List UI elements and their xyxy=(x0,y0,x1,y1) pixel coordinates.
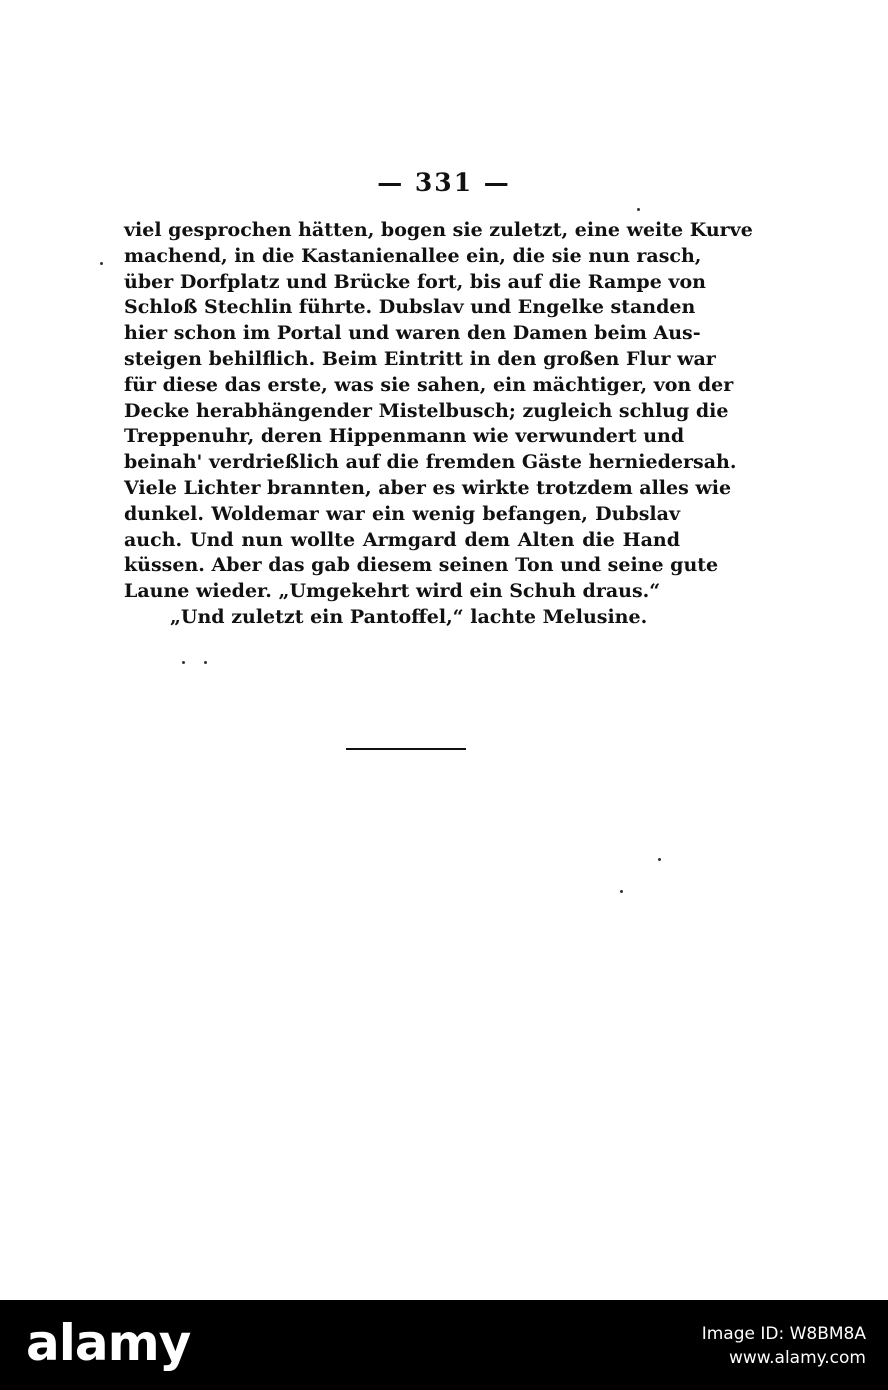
paper-speck xyxy=(658,858,661,861)
text-line: für diese das erste, was sie sahen, ein mächtiger, von der xyxy=(124,373,734,396)
text-line: beinah' verdrießlich auf die fremden Gäste herniedersah. xyxy=(124,451,737,474)
text-line: viel gesprochen hätten, bogen sie zuletzt, eine weite Kurve xyxy=(124,219,753,241)
text-line: auch. Und nun wollte Armgard dem Alten die Hand xyxy=(124,528,680,551)
text-line: Laune wieder. „Umgekehrt wird ein Schuh draus.“ xyxy=(124,580,661,603)
paper-speck xyxy=(620,890,623,893)
text-line: hier schon im Portal und waren den Damen beim Aus- xyxy=(124,322,701,345)
brand-logo: alamy xyxy=(26,1314,191,1372)
text-line: über Dorfplatz und Brücke fort, bis auf die Rampe von xyxy=(124,270,706,293)
site-url: www.alamy.com xyxy=(728,1348,866,1368)
text-line-indented: „Und zuletzt ein Pantoffel,“ lachte Melusine. xyxy=(170,605,648,628)
end-rule xyxy=(346,748,466,750)
text-line: Decke herabhängender Mistelbusch; zugleich schlug die xyxy=(124,399,729,422)
text-line: küssen. Aber das gab diesem seinen Ton und seine gute xyxy=(124,554,719,577)
paper-speck xyxy=(182,661,185,664)
text-line: dunkel. Woldemar war ein wenig befangen, Dubslav xyxy=(124,502,680,525)
footer-info xyxy=(702,1322,866,1370)
paper-speck xyxy=(100,262,103,265)
text-line: Viele Lichter brannten, aber es wirkte trotzdem alles wie xyxy=(124,476,732,499)
body-text xyxy=(124,218,753,631)
text-line: Schloß Stechlin führte. Dubslav und Engelke standen xyxy=(124,296,696,319)
page-number: — 331 — xyxy=(377,168,511,197)
watermark-footer xyxy=(0,1300,888,1390)
image-id: Image ID: W8BM8A xyxy=(701,1324,866,1344)
text-line: steigen behilflich. Beim Eintritt in den großen Flur war xyxy=(124,347,716,370)
text-line: machend, in die Kastanienallee ein, die sie nun rasch, xyxy=(124,244,702,267)
text-line: Treppenuhr, deren Hippenmann wie verwundert und xyxy=(124,425,685,448)
paper-speck xyxy=(204,661,207,664)
paper-speck xyxy=(637,208,640,211)
